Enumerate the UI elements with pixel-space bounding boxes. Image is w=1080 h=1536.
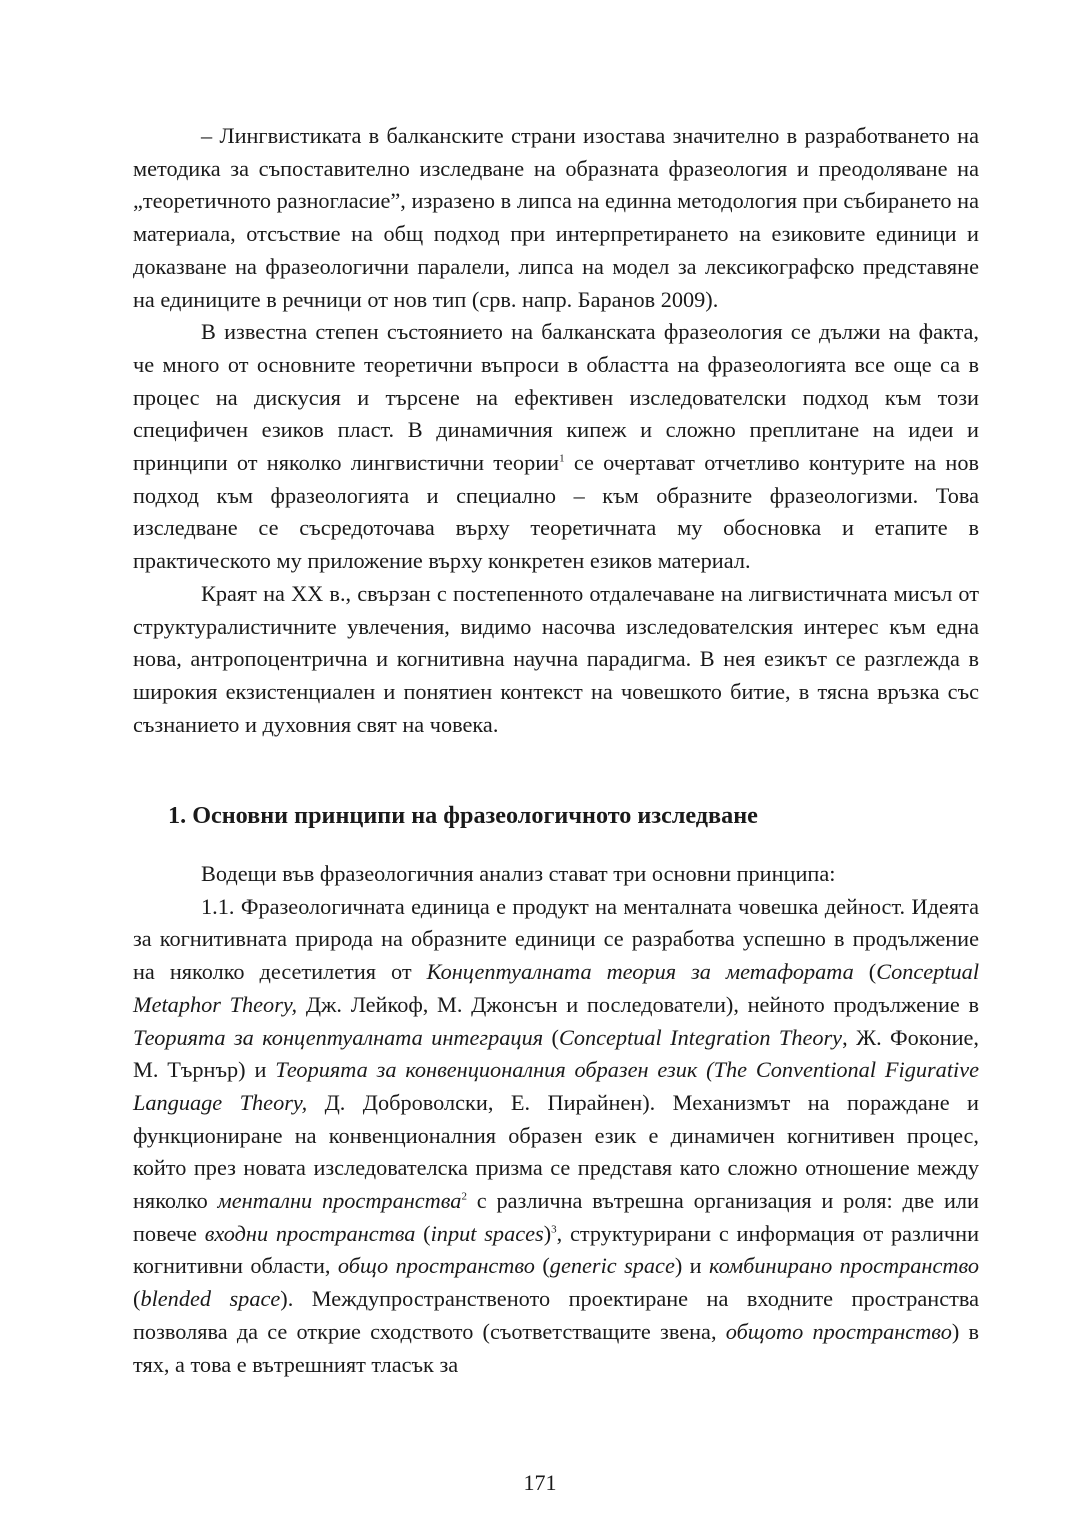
term-generic-space-en: generic space (549, 1253, 675, 1279)
text-run: ) и (674, 1253, 710, 1279)
text-run: ( (415, 1220, 431, 1246)
text-run: ( (853, 959, 877, 985)
text-run: , структурирани с информация от различни когнитивни области, (133, 1220, 979, 1279)
term-blended-space-en: blended space (140, 1286, 281, 1312)
paragraph-text: се очертават отчетливо контурите на нов подход към фразеологията и специално – към образните фразеологизми. Това изследване се съсредоточава върху теоретичната му обосновка и етапите в практическото му приложение върху конкретен езиков материал. (133, 450, 979, 574)
text-run: ( (543, 1024, 559, 1050)
text-run: , Ж. Фоконие, М. Търнър) и (133, 1024, 980, 1083)
footnote-ref-2: 2 (461, 1190, 467, 1203)
paragraph-balkan-linguistics: – Лингвистиката в балканските страни изостава значително в разработването на методика за съпоставително изследване на образната фразеология и преодоляване на „теоретичното разногласие”, изразено в липса на единна методология при събирането на материала, отсъствие на общ подход при интерпретирането на езиковите единици и доказване на фразеологични паралели, липса на модел за лексикографско представяне на единиците в речници от нов тип (срв. напр. Баранов 2009). (133, 123, 979, 312)
text-run: ( (534, 1253, 550, 1279)
text-run: Д. Доброволски, Е. Пирайнен). Механизмът на пораждане и функциониране на конвенционалния образен език е динамичен когнитивен процес, който през новата изследователска призма се представя като сложно отношение между няколко (133, 1089, 979, 1214)
paragraph-text: В известна степен състоянието на балканската фразеология се дължи на факта, че много от основните теоретични въпроси в областта на фразеологията все още са в процес на дискусия и търсене на ефективен изследователски подход към този специфичен езиков пласт. В динамичния кипеж и сложно преплитане на идеи и принципи от няколко лингвистични теории (133, 319, 979, 476)
body-text-bottom (133, 858, 979, 1381)
text-run: ( (133, 1286, 141, 1312)
term-mental-spaces: ментални пространства (217, 1188, 462, 1214)
text-run: Дж. Лейкоф, М. Джонсън и последователи), нейното продължение в (297, 991, 979, 1017)
body-text-top (133, 120, 979, 741)
term-input-spaces-bg: входни пространства (204, 1220, 416, 1246)
term-blended-space-bg: комбинирано пространство (709, 1253, 979, 1279)
term-common-space: общото пространство (725, 1318, 952, 1344)
text-run: с различна вътрешна организация и роля: две или повече (133, 1188, 979, 1246)
term-input-spaces-en: input spaces (430, 1220, 544, 1246)
paragraph-phraseology-state (133, 316, 979, 578)
page-number: 171 (523, 1470, 557, 1495)
term-conceptual-metaphor-theory-bg: Концептуалната теория за метафората (426, 959, 854, 985)
text-run: ) (543, 1220, 552, 1246)
term-conceptual-metaphor-theory-en: Conceptual Metaphor Theory, (133, 959, 980, 1017)
term-figurative-language-theory: Теорията за конвенционалния образен език (The Conventional Figurative Language Theory, (133, 1057, 979, 1115)
term-conceptual-integration-bg: Теорията за концептуалната интеграция (133, 1024, 544, 1050)
text-run: ) в тях, а това е вътрешният тласък за (133, 1318, 979, 1377)
text-run: 1.1. Фразеологичната единица е продукт на менталната човешка дейност. Идеята за когнитивната природа на образните единици се разработва успешно в продължение на няколко десетилетия от (133, 893, 979, 985)
footnote-ref-3: 3 (551, 1223, 557, 1236)
paragraph-twentieth-century: Краят на XX в., свързан с постепенното отдалечаване на лигвистичната мисъл от структуралистичните увлечения, видимо насочва изследователския интерес към една нова, антропоцентрична и когнитивна научна парадигма. В нея езикът се разглежда в широкия екзистенциален и понятиен контекст на човешкото битие, в тясна връзка със съзнанието и духовния свят на човека. (133, 580, 979, 737)
section-heading: 1. Основни принципи на фразеологичното изследване (168, 802, 758, 829)
term-conceptual-integration-en: Conceptual Integration Theory (558, 1024, 843, 1050)
paragraph-principles-intro: Водещи във фразеологичния анализ стават три основни принципа: (201, 861, 836, 886)
footnote-ref-1: 1 (559, 452, 565, 465)
text-run: ). Междупространственото проектиране на входните пространства позволява да се открие сходството (съответстващите звена, (133, 1286, 979, 1344)
term-generic-space-bg: общо пространство (337, 1253, 535, 1279)
paragraph-principle-1-1 (133, 891, 979, 1382)
